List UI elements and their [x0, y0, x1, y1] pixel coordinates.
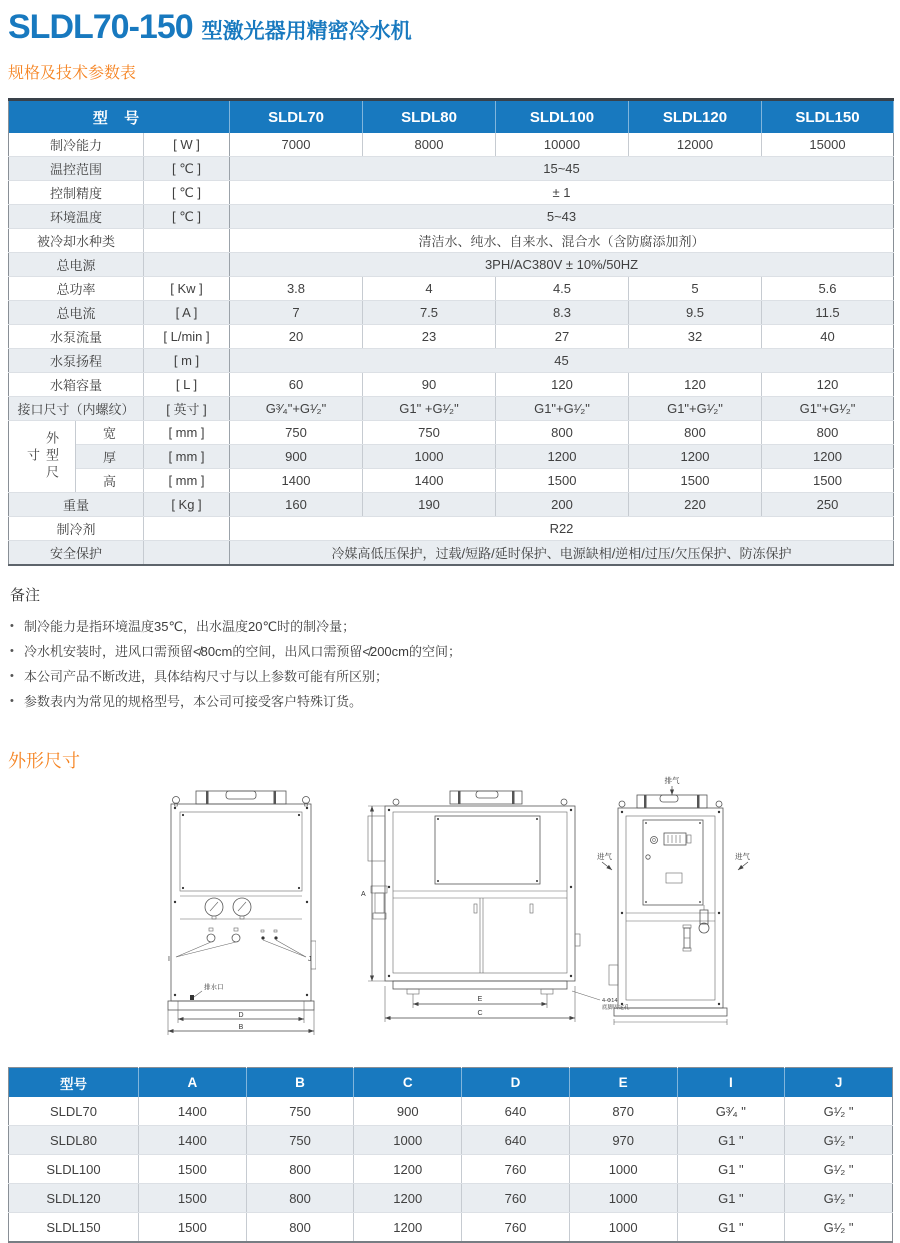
spec-row-unit: [ L ]	[144, 373, 230, 397]
intake-left-label: 进气	[597, 852, 612, 861]
spec-value: 160	[230, 493, 363, 517]
spec-model-header: SLDL70	[230, 100, 363, 134]
spec-row	[9, 493, 894, 517]
spec-value: 200	[496, 493, 629, 517]
notes-title: 备注	[10, 587, 41, 604]
dim-value: 760	[462, 1213, 570, 1243]
spec-row-unit: [ ℃ ]	[144, 157, 230, 181]
spec-row	[9, 253, 894, 277]
spec-value: 10000	[496, 133, 629, 157]
spec-row-label: 被冷却水种类	[9, 229, 144, 253]
spec-merged-value: 45	[230, 349, 894, 373]
dim-a-label: A	[361, 891, 366, 898]
dimension-line-e	[413, 994, 547, 1008]
spec-row-label: 总电流	[9, 301, 144, 325]
lifting-eyebolts	[173, 797, 310, 807]
spec-dim-group-label: 外型尺寸	[9, 421, 76, 493]
notes-section	[10, 584, 900, 714]
spec-value: 8000	[363, 133, 496, 157]
dim-value: 640	[462, 1097, 570, 1126]
spec-value: 190	[363, 493, 496, 517]
spec-row-label: 水泵扬程	[9, 349, 144, 373]
spec-row-label: 安全保护	[9, 541, 144, 566]
spec-value: 7	[230, 301, 363, 325]
spec-value: 12000	[629, 133, 762, 157]
fan-unit	[196, 791, 286, 804]
spec-value: 900	[230, 445, 363, 469]
spec-value: 250	[762, 493, 894, 517]
dim-model-cell: SLDL150	[9, 1213, 139, 1243]
cabinet-body	[171, 804, 316, 1001]
spec-row-label: 制冷剂	[9, 517, 144, 541]
dim-c-label: C	[477, 1010, 483, 1017]
filter-drier	[699, 905, 709, 933]
dim-value: 1000	[354, 1126, 462, 1155]
spec-value: 27	[496, 325, 629, 349]
dim-row	[9, 1126, 893, 1155]
spec-row-label: 水泵流量	[9, 325, 144, 349]
spec-row	[9, 277, 894, 301]
spec-value: 60	[230, 373, 363, 397]
dim-value: 800	[246, 1213, 354, 1243]
spec-value: G1"+G¹⁄₂"	[629, 397, 762, 421]
dim-value: 1000	[569, 1155, 677, 1184]
spec-value: G1"+G¹⁄₂"	[496, 397, 629, 421]
dim-col-header: D	[462, 1068, 570, 1098]
fan-unit	[619, 795, 722, 808]
spec-merged-value: 冷媒高低压保护，过载/短路/延时保护、电源缺相/逆相/过压/欠压保护、防冻保护	[230, 541, 894, 566]
note-item	[10, 639, 900, 664]
spec-value: 32	[629, 325, 762, 349]
dim-col-header: J	[785, 1068, 893, 1098]
dim-value: 800	[246, 1155, 354, 1184]
dim-value: 800	[246, 1184, 354, 1213]
spec-merged-value: R22	[230, 517, 894, 541]
dim-value: 1000	[569, 1213, 677, 1243]
spec-value: 8.3	[496, 301, 629, 325]
spec-row	[9, 517, 894, 541]
cabinet-body	[609, 808, 723, 1008]
dim-model-cell: SLDL80	[9, 1126, 139, 1155]
spec-row-unit	[144, 253, 230, 277]
dim-table-head-row	[9, 1068, 893, 1098]
base-frame	[614, 1008, 727, 1025]
spec-row-unit	[144, 229, 230, 253]
note-text: 冷水机安装时，进风口需预留≮80cm的空间，出风口需预留≮200cm的空间；	[24, 644, 461, 659]
spec-row-label: 高	[76, 469, 144, 493]
dim-value: 1200	[354, 1184, 462, 1213]
bullet-icon: •	[10, 620, 14, 632]
dim-d-label: D	[238, 1012, 244, 1019]
spec-row	[9, 325, 894, 349]
exhaust-label-group	[665, 775, 680, 795]
dim-row	[9, 1184, 893, 1213]
spec-row	[9, 181, 894, 205]
spec-row-label: 宽	[76, 421, 144, 445]
spec-value: 1500	[496, 469, 629, 493]
spec-value: 1500	[629, 469, 762, 493]
spec-value: 3.8	[230, 277, 363, 301]
spec-merged-value: 5~43	[230, 205, 894, 229]
dim-model-cell: SLDL70	[9, 1097, 139, 1126]
dim-value: 870	[569, 1097, 677, 1126]
dim-value: G1 "	[677, 1213, 785, 1243]
spec-value: 7000	[230, 133, 363, 157]
spec-value: G1"+G¹⁄₂"	[762, 397, 894, 421]
spec-value: 1400	[230, 469, 363, 493]
spec-value: 120	[496, 373, 629, 397]
dim-value: 900	[354, 1097, 462, 1126]
dim-e-label: E	[477, 996, 483, 1003]
dim-table-body	[9, 1097, 893, 1242]
notes-list	[10, 614, 900, 714]
spec-row-label: 制冷能力	[9, 133, 144, 157]
title-model: SLDL70-150	[8, 8, 193, 46]
spec-row-unit: [ mm ]	[144, 469, 230, 493]
dim-value: G¹⁄₂ "	[785, 1155, 893, 1184]
spec-row-unit: [ ℃ ]	[144, 181, 230, 205]
foot-note-line1: 4-Φ14	[602, 998, 618, 1004]
spec-merged-value: 清洁水、纯水、自来水、混合水（含防腐添加剂）	[230, 229, 894, 253]
note-text: 制冷能力是指环境温度35℃，出水温度20℃时的制冷量；	[24, 619, 356, 634]
dims-section-title: 外形尺寸	[8, 751, 80, 771]
drain-port	[190, 982, 224, 1000]
dim-value: G1 "	[677, 1184, 785, 1213]
spec-row-label: 重量	[9, 493, 144, 517]
spec-value: G1" +G¹⁄₂"	[363, 397, 496, 421]
spec-row-label: 环境温度	[9, 205, 144, 229]
spec-row-unit: [ A ]	[144, 301, 230, 325]
spec-row-label: 水箱容量	[9, 373, 144, 397]
dim-value: 1400	[139, 1126, 247, 1155]
spec-merged-value: ± 1	[230, 181, 894, 205]
spec-value: 1400	[363, 469, 496, 493]
bullet-icon: •	[10, 695, 14, 707]
spec-row-unit: [ 英寸 ]	[144, 397, 230, 421]
spec-row	[9, 421, 894, 445]
spec-value: 1000	[363, 445, 496, 469]
note-text: 参数表内为常见的规格型号，本公司可接受客户特殊订货。	[24, 694, 363, 709]
spec-model-header: SLDL120	[629, 100, 762, 134]
spec-value: 800	[762, 421, 894, 445]
dim-value: 1500	[139, 1184, 247, 1213]
dim-value: G¹⁄₂ "	[785, 1184, 893, 1213]
water-ports	[168, 928, 312, 963]
dim-value: 750	[246, 1126, 354, 1155]
spec-row	[9, 541, 894, 566]
spec-value: 15000	[762, 133, 894, 157]
spec-row-unit: [ Kg ]	[144, 493, 230, 517]
spec-value: G³⁄₄"+G¹⁄₂"	[230, 397, 363, 421]
spec-row-unit: [ Kw ]	[144, 277, 230, 301]
spec-value: 750	[363, 421, 496, 445]
spec-model-header: SLDL100	[496, 100, 629, 134]
title-suffix: 型激光器用精密冷水机	[201, 20, 412, 43]
port-j-label: J	[308, 956, 312, 963]
spec-value: 20	[230, 325, 363, 349]
page-title	[0, 0, 900, 47]
spec-row-unit: [ W ]	[144, 133, 230, 157]
dim-value: G¹⁄₂ "	[785, 1126, 893, 1155]
spec-row	[9, 469, 894, 493]
spec-table	[8, 98, 894, 566]
control-panel	[643, 820, 703, 905]
dim-value: 1400	[139, 1097, 247, 1126]
spec-value: 11.5	[762, 301, 894, 325]
front-view-drawing	[166, 781, 316, 1039]
base-frame	[393, 981, 567, 994]
spec-row-label: 温控范围	[9, 157, 144, 181]
spec-corner-header: 型 号	[9, 100, 230, 134]
dim-table	[8, 1067, 893, 1243]
note-item	[10, 689, 900, 714]
bullet-icon: •	[10, 670, 14, 682]
spec-row-label: 厚	[76, 445, 144, 469]
spec-table-body	[9, 133, 894, 565]
drain-label: 排水口	[204, 984, 224, 991]
spec-value: 4.5	[496, 277, 629, 301]
spec-row-label: 总电源	[9, 253, 144, 277]
spec-value: 1500	[762, 469, 894, 493]
spec-row	[9, 205, 894, 229]
dim-value: 760	[462, 1184, 570, 1213]
intake-right-label: 进气	[735, 852, 750, 861]
spec-value: 40	[762, 325, 894, 349]
dim-row	[9, 1213, 893, 1243]
spec-table-head-row	[9, 100, 894, 134]
spec-value: 120	[762, 373, 894, 397]
door-panels	[393, 891, 567, 973]
spec-row	[9, 157, 894, 181]
dimension-line-d	[178, 1010, 304, 1023]
spec-model-header: SLDL150	[762, 100, 894, 134]
dim-value: 750	[246, 1097, 354, 1126]
spec-section-title: 规格及技术参数表	[8, 65, 137, 82]
rear-view-drawing	[596, 773, 756, 1028]
port-i-label: I	[168, 956, 170, 963]
dim-col-header: B	[246, 1068, 354, 1098]
note-item	[10, 664, 900, 689]
dim-value: G¹⁄₂ "	[785, 1097, 893, 1126]
dim-value: 1500	[139, 1155, 247, 1184]
spec-value: 220	[629, 493, 762, 517]
note-text: 本公司产品不断改进，具体结构尺寸与以上参数可能有所区别；	[24, 669, 389, 684]
spec-value: 120	[629, 373, 762, 397]
dim-value: G1 "	[677, 1155, 785, 1184]
dim-model-cell: SLDL100	[9, 1155, 139, 1184]
bullet-icon: •	[10, 645, 14, 657]
spec-merged-value: 15~45	[230, 157, 894, 181]
spec-row	[9, 373, 894, 397]
fan-unit	[393, 791, 567, 805]
spec-row	[9, 301, 894, 325]
dimension-line-a	[361, 806, 385, 981]
spec-row-unit: [ mm ]	[144, 445, 230, 469]
dim-row	[9, 1155, 893, 1184]
spec-value: 4	[363, 277, 496, 301]
dim-col-header: C	[354, 1068, 462, 1098]
intake-labels	[597, 851, 750, 870]
spec-value: 1200	[762, 445, 894, 469]
spec-row	[9, 349, 894, 373]
dim-b-label: B	[238, 1024, 244, 1031]
spec-row-label: 控制精度	[9, 181, 144, 205]
spec-row-unit	[144, 517, 230, 541]
spec-row-unit: [ mm ]	[144, 421, 230, 445]
dimension-drawings	[0, 773, 900, 1065]
spec-row-unit: [ L/min ]	[144, 325, 230, 349]
spec-row-label: 接口尺寸（内螺纹）	[9, 397, 144, 421]
dim-model-cell: SLDL120	[9, 1184, 139, 1213]
dim-value: 970	[569, 1126, 677, 1155]
spec-value: 23	[363, 325, 496, 349]
dim-value: 1000	[569, 1184, 677, 1213]
spec-row	[9, 445, 894, 469]
spec-row-unit: [ ℃ ]	[144, 205, 230, 229]
spec-row	[9, 229, 894, 253]
spec-model-header: SLDL80	[363, 100, 496, 134]
pressure-gauges	[180, 896, 302, 919]
foot-note-line2: 底脚固定孔	[602, 1005, 630, 1011]
dim-col-header: 型号	[9, 1068, 139, 1098]
dim-value: G¹⁄₂ "	[785, 1213, 893, 1243]
spec-value: 800	[496, 421, 629, 445]
base-frame	[168, 1001, 314, 1010]
spec-value: 7.5	[363, 301, 496, 325]
dim-col-header: I	[677, 1068, 785, 1098]
cabinet-body	[368, 806, 580, 981]
spec-value: 800	[629, 421, 762, 445]
spec-row-unit	[144, 541, 230, 566]
dim-value: G1 "	[677, 1126, 785, 1155]
dim-value: 1200	[354, 1155, 462, 1184]
dim-value: 1200	[354, 1213, 462, 1243]
spec-row	[9, 133, 894, 157]
spec-value: 750	[230, 421, 363, 445]
note-item	[10, 614, 900, 639]
dim-value: 760	[462, 1155, 570, 1184]
mid-divider	[626, 913, 715, 921]
dim-value: 640	[462, 1126, 570, 1155]
air-grille	[435, 816, 540, 884]
spec-value: 1200	[496, 445, 629, 469]
dim-col-header: A	[139, 1068, 247, 1098]
sight-glass	[683, 925, 691, 951]
spec-value: 1200	[629, 445, 762, 469]
spec-value: 5.6	[762, 277, 894, 301]
spec-row-unit: [ m ]	[144, 349, 230, 373]
spec-value: 90	[363, 373, 496, 397]
spec-row	[9, 397, 894, 421]
spec-value: 5	[629, 277, 762, 301]
dim-row	[9, 1097, 893, 1126]
spec-row-label: 总功率	[9, 277, 144, 301]
dim-value: 1500	[139, 1213, 247, 1243]
spec-merged-value: 3PH/AC380V ± 10%/50HZ	[230, 253, 894, 277]
exhaust-label: 排气	[664, 776, 680, 785]
spec-value: 9.5	[629, 301, 762, 325]
dim-value: G³⁄₄ "	[677, 1097, 785, 1126]
dim-col-header: E	[569, 1068, 677, 1098]
